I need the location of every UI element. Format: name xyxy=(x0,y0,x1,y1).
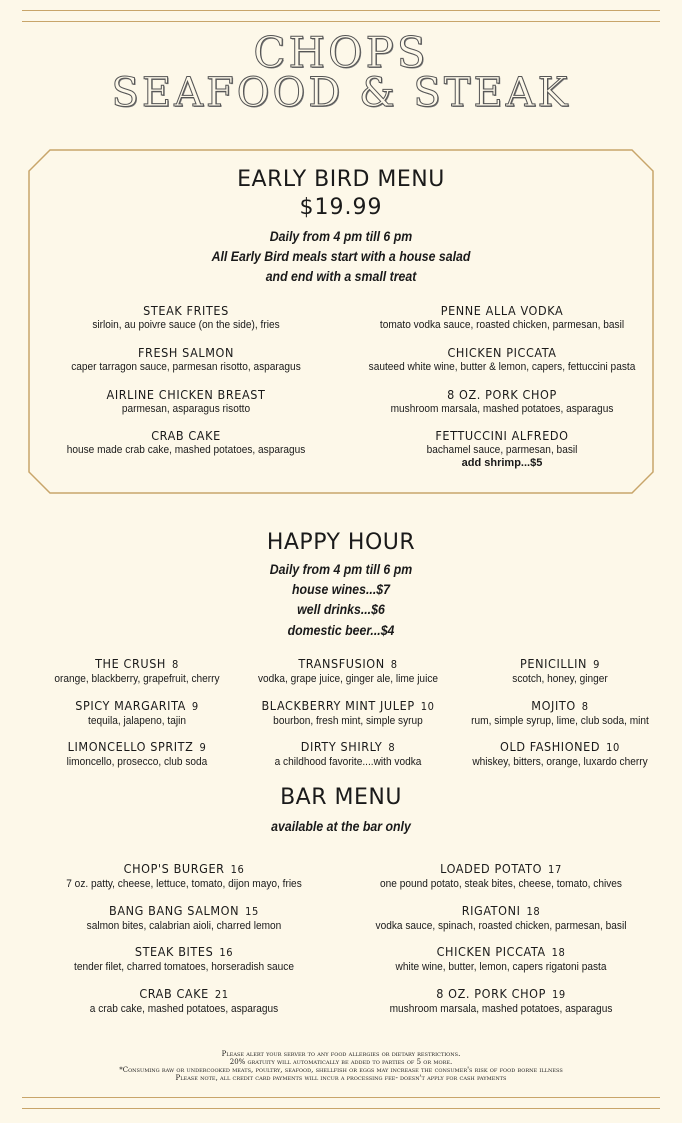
cocktail-item xyxy=(75,698,199,728)
item-price: 18 xyxy=(526,905,541,918)
item-price: 8 xyxy=(388,741,396,754)
item-price: 15 xyxy=(245,905,259,918)
bar-item xyxy=(380,986,622,1016)
bar-item xyxy=(78,903,290,933)
item-name: OLD FASHIONED xyxy=(500,739,601,754)
item-name: STEAK BITES xyxy=(134,944,214,959)
item-desc: a crab cake, mashed potatoes, asparagus xyxy=(89,1003,279,1015)
item-name: PENICILLIN xyxy=(520,656,588,671)
item-name: FETTUCCINI ALFREDO xyxy=(435,428,569,443)
bottom-rule-2 xyxy=(22,1108,660,1109)
item-desc: mushroom marsala, mashed potatoes, asparagus xyxy=(389,1003,613,1015)
item-price: 21 xyxy=(214,988,229,1001)
bar-item xyxy=(370,861,633,891)
item-price: 8 xyxy=(581,700,589,713)
bar-item xyxy=(56,861,312,891)
item-name: STEAK FRITES xyxy=(143,303,229,318)
happy-hour-note: domestic beer...$4 xyxy=(287,622,395,638)
item-price: 16 xyxy=(219,946,234,959)
item-price: 16 xyxy=(230,863,245,876)
happy-hour-note: Daily from 4 pm till 6 pm xyxy=(269,561,413,577)
early-bird-note: Daily from 4 pm till 6 pm xyxy=(269,228,413,244)
item-desc: white wine, butter, lemon, capers rigatoni pasta xyxy=(395,961,607,973)
item-name: PENNE ALLA VODKA xyxy=(440,303,564,318)
item-name: BLACKBERRY MINT JULEP xyxy=(261,698,415,713)
footer-line: Please note, all credit card payments will incur a processing fee- doesn't apply for cash payments xyxy=(175,1074,507,1082)
item-desc: scotch, honey, ginger xyxy=(512,673,608,685)
item-price: 19 xyxy=(551,988,566,1001)
footer-line: *Consuming raw or undercooked meats, poultry, seafood, shellfish or eggs may increase the consumer's risk of food borne illness xyxy=(119,1066,563,1074)
menu-item xyxy=(84,303,288,332)
item-name: DIRTY SHIRLY xyxy=(300,739,383,754)
bar-item xyxy=(64,944,303,974)
top-rule-2 xyxy=(22,21,660,22)
item-name: 8 OZ. PORK CHOP xyxy=(447,387,557,402)
cocktail-item xyxy=(61,739,214,769)
item-desc: bourbon, fresh mint, simple syrup xyxy=(273,715,423,727)
bar-menu-note: available at the bar only xyxy=(271,818,411,834)
bar-menu-title: BAR MENU xyxy=(280,785,402,810)
item-desc: tender filet, charred tomatoes, horseradish sauce xyxy=(74,961,294,973)
item-name: MOJITO xyxy=(531,698,576,713)
cocktail-item xyxy=(250,656,446,686)
item-price: 8 xyxy=(171,658,179,671)
item-desc: bachamel sauce, parmesan, basil xyxy=(426,444,578,456)
menu-item xyxy=(357,345,647,374)
item-price: 18 xyxy=(551,946,566,959)
item-desc: 7 oz. patty, cheese, lettuce, tomato, dijon mayo, fries xyxy=(66,878,302,890)
item-name: AIRLINE CHICKEN BREAST xyxy=(106,387,266,402)
item-name: LOADED POTATO xyxy=(440,861,543,876)
item-price: 10 xyxy=(606,741,620,754)
cocktail-item xyxy=(268,739,428,769)
bar-item xyxy=(365,903,638,933)
item-name: RIGATONI xyxy=(461,903,521,918)
early-bird-note: All Early Bird meals start with a house salad xyxy=(211,248,471,264)
item-desc: tequila, jalapeno, tajin xyxy=(88,715,186,727)
item-price: 8 xyxy=(390,658,398,671)
item-price: 9 xyxy=(199,741,207,754)
footer-line: Please alert your server to any food allergies or dietary restrictions. xyxy=(221,1050,461,1058)
menu-item xyxy=(381,387,623,416)
item-name: CHOP'S BURGER xyxy=(123,861,225,876)
item-price: 17 xyxy=(548,863,562,876)
item-name: LIMONCELLO SPRITZ xyxy=(67,739,194,754)
item-desc: orange, blackberry, grapefruit, cherry xyxy=(54,673,220,685)
item-desc: vodka, grape juice, ginger ale, lime juice xyxy=(257,673,439,685)
cocktail-item xyxy=(261,698,434,728)
item-desc: sauteed white wine, butter & lemon, capers, fettuccini pasta xyxy=(368,361,636,373)
footer-disclaimer xyxy=(0,1050,682,1082)
happy-hour-title: HAPPY HOUR xyxy=(266,530,416,555)
item-name: FRESH SALMON xyxy=(137,345,235,360)
cocktail-item xyxy=(465,739,656,769)
menu-item xyxy=(369,303,634,332)
item-desc: limoncello, prosecco, club soda xyxy=(66,756,208,768)
bar-item xyxy=(82,986,287,1016)
early-bird-title: EARLY BIRD MENU xyxy=(237,167,445,192)
item-desc: rum, simple syrup, lime, club soda, mint xyxy=(471,715,649,727)
restaurant-name: CHOPS xyxy=(253,28,429,77)
menu-item xyxy=(61,345,310,374)
cocktail-item xyxy=(508,656,612,686)
item-desc: salmon bites, calabrian aioli, charred lemon xyxy=(86,920,282,932)
item-desc: tomato vodka sauce, roasted chicken, parmesan, basil xyxy=(379,319,625,331)
menu-item xyxy=(107,387,266,416)
footer-line: 20% gratuity will automatically be added to parties of 5 or more. xyxy=(229,1058,453,1066)
happy-hour-note: house wines...$7 xyxy=(292,581,390,597)
item-name: CHICKEN PICCATA xyxy=(447,345,557,360)
early-bird-price: $19.99 xyxy=(299,195,383,220)
cocktail-item xyxy=(463,698,656,728)
item-name: CHICKEN PICCATA xyxy=(436,944,546,959)
item-addon: add shrimp...$5 xyxy=(461,457,543,469)
menu-item xyxy=(420,428,584,470)
early-bird-note: and end with a small treat xyxy=(265,268,417,284)
item-name: 8 OZ. PORK CHOP xyxy=(436,986,546,1001)
item-price: 9 xyxy=(191,700,199,713)
item-desc: caper tarragon sauce, parmesan risotto, asparagus xyxy=(71,361,301,373)
item-name: SPICY MARGARITA xyxy=(75,698,186,713)
item-name: CRAB CAKE xyxy=(151,428,221,443)
item-name: TRANSFUSION xyxy=(298,656,385,671)
item-desc: parmesan, asparagus risotto xyxy=(121,403,251,415)
item-desc: whiskey, bitters, orange, luxardo cherry xyxy=(472,756,648,768)
item-price: 10 xyxy=(420,700,435,713)
menu-item xyxy=(56,428,315,457)
cocktail-item xyxy=(47,656,227,686)
restaurant-subtitle: SEAFOOD & STEAK xyxy=(111,70,571,116)
item-desc: house made crab cake, mashed potatoes, asparagus xyxy=(66,444,306,456)
item-name: CRAB CAKE xyxy=(139,986,209,1001)
item-desc: sirloin, au poivre sauce (on the side), fries xyxy=(92,319,280,331)
bottom-rule-1 xyxy=(22,1097,660,1098)
item-price: 9 xyxy=(593,658,600,671)
item-name: THE CRUSH xyxy=(95,656,166,671)
item-desc: one pound potato, steak bites, cheese, tomato, chives xyxy=(380,878,622,890)
top-rule-1 xyxy=(22,10,660,11)
item-desc: a childhood favorite....with vodka xyxy=(274,756,422,768)
item-desc: mushroom marsala, mashed potatoes, asparagus xyxy=(390,403,614,415)
item-name: BANG BANG SALMON xyxy=(109,903,240,918)
item-desc: vodka sauce, spinach, roasted chicken, parmesan, basil xyxy=(375,920,627,932)
bar-item xyxy=(386,944,615,974)
happy-hour-note: well drinks...$6 xyxy=(297,601,385,617)
